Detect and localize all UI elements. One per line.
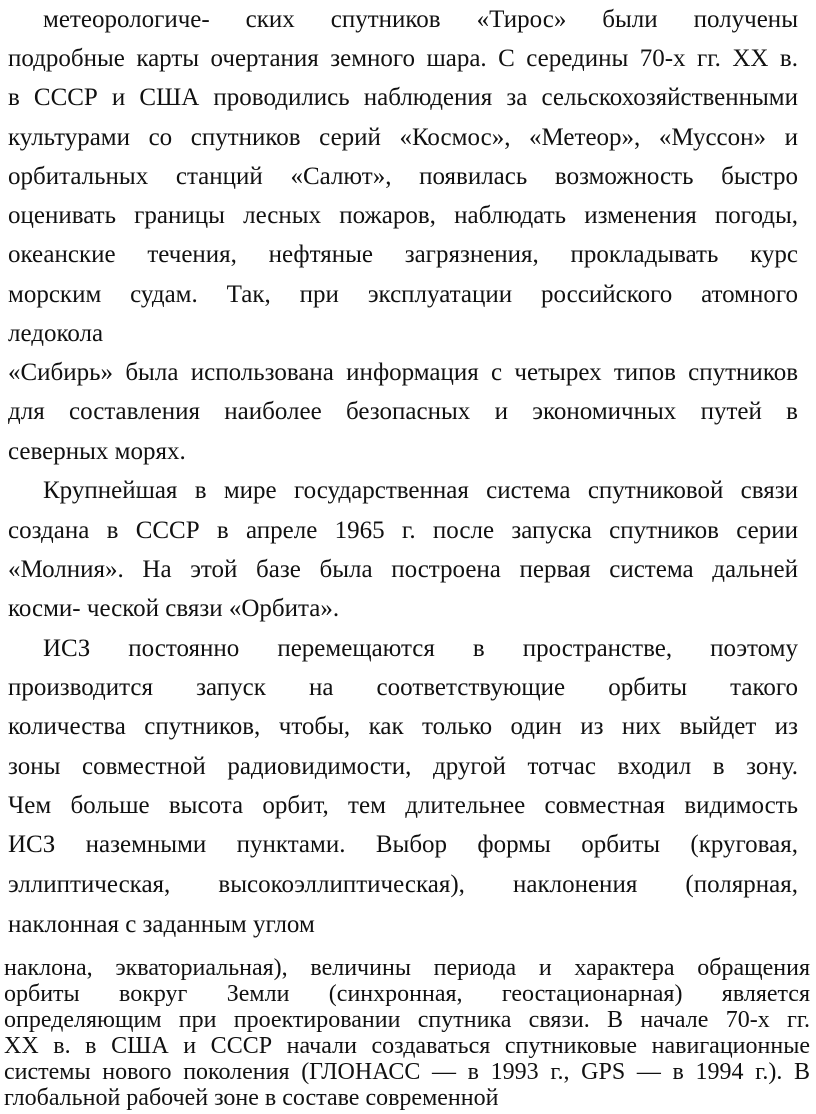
paragraph-1-line-7: океанские течения, нефтяные загрязнения, прокладывать курс	[8, 241, 798, 268]
paragraph-5-line-6: глобальной рабочей зоне в составе современной	[4, 1085, 499, 1111]
paragraph-5-line-1: наклона, экваториальная), величины периода и характера обращения	[4, 955, 810, 981]
paragraph-2-line-2: для составления наиболее безопасных и экономичных путей в	[8, 398, 798, 425]
paragraph-4-line-8: наклонная с заданным углом	[8, 911, 315, 938]
paragraph-4-line-4: зоны совместной радиовидимости, другой тотчас входил в зону.	[8, 753, 798, 780]
paragraph-4-line-1: ИСЗ постоянно перемещаются в пространстве, поэтому	[43, 635, 798, 662]
paragraph-5-line-4: XX в. в США и СССР начали создаваться спутниковые навигационные	[4, 1033, 810, 1059]
paragraph-1-line-1: метеорологиче- ских спутников «Тирос» были получены	[43, 6, 798, 33]
paragraph-1-line-5: орбитальных станций «Салют», появилась возможность быстро	[8, 163, 798, 190]
paragraph-3-line-3: «Молния». На этой базе была построена первая система дальней	[8, 556, 798, 583]
paragraph-5-line-2: орбиты вокруг Земли (синхронная, геостационарная) является	[4, 981, 810, 1007]
paragraph-1-line-9: ледокола	[8, 320, 104, 347]
paragraph-1-line-8: морским судам. Так, при эксплуатации российского атомного	[8, 281, 798, 308]
paragraph-1-line-3: в СССР и США проводились наблюдения за сельскохозяйственными	[8, 84, 798, 111]
paragraph-2-line-3: северных морях.	[8, 438, 186, 465]
paragraph-5-line-5: системы нового поколения (ГЛОНАСС — в 1993 г., GPS — в 1994 г.). В	[4, 1059, 810, 1085]
paragraph-2-line-1: «Сибирь» была использована информация с четырех типов спутников	[8, 359, 798, 386]
paragraph-4-line-2: производится запуск на соответствующие орбиты такого	[8, 674, 798, 701]
paragraph-4-line-3: количества спутников, чтобы, как только один из них выйдет из	[8, 713, 798, 740]
paragraph-3-line-1: Крупнейшая в мире государственная система спутниковой связи	[43, 477, 798, 504]
paragraph-4-line-5: Чем больше высота орбит, тем длительнее совместная видимость	[8, 792, 798, 819]
paragraph-1-line-4: культурами со спутников серий «Космос», «Метеор», «Муссон» и	[8, 124, 798, 151]
paragraph-1-line-6: оценивать границы лесных пожаров, наблюдать изменения погоды,	[8, 202, 798, 229]
paragraph-4-line-7: эллиптическая, высокоэллиптическая), наклонения (полярная,	[8, 871, 798, 898]
paragraph-3-line-2: создана в СССР в апреле 1965 г. после запуска спутников серии	[8, 517, 798, 544]
paragraph-1-line-2: подробные карты очертания земного шара. С середины 70-х гг. XX в.	[8, 45, 798, 72]
paragraph-5-line-3: определяющим при проектировании спутника связи. В начале 70-х гг.	[4, 1007, 810, 1033]
paragraph-4-line-6: ИСЗ наземными пунктами. Выбор формы орбиты (круговая,	[8, 831, 798, 858]
paragraph-3-line-4: косми- ческой связи «Орбита».	[8, 595, 340, 622]
